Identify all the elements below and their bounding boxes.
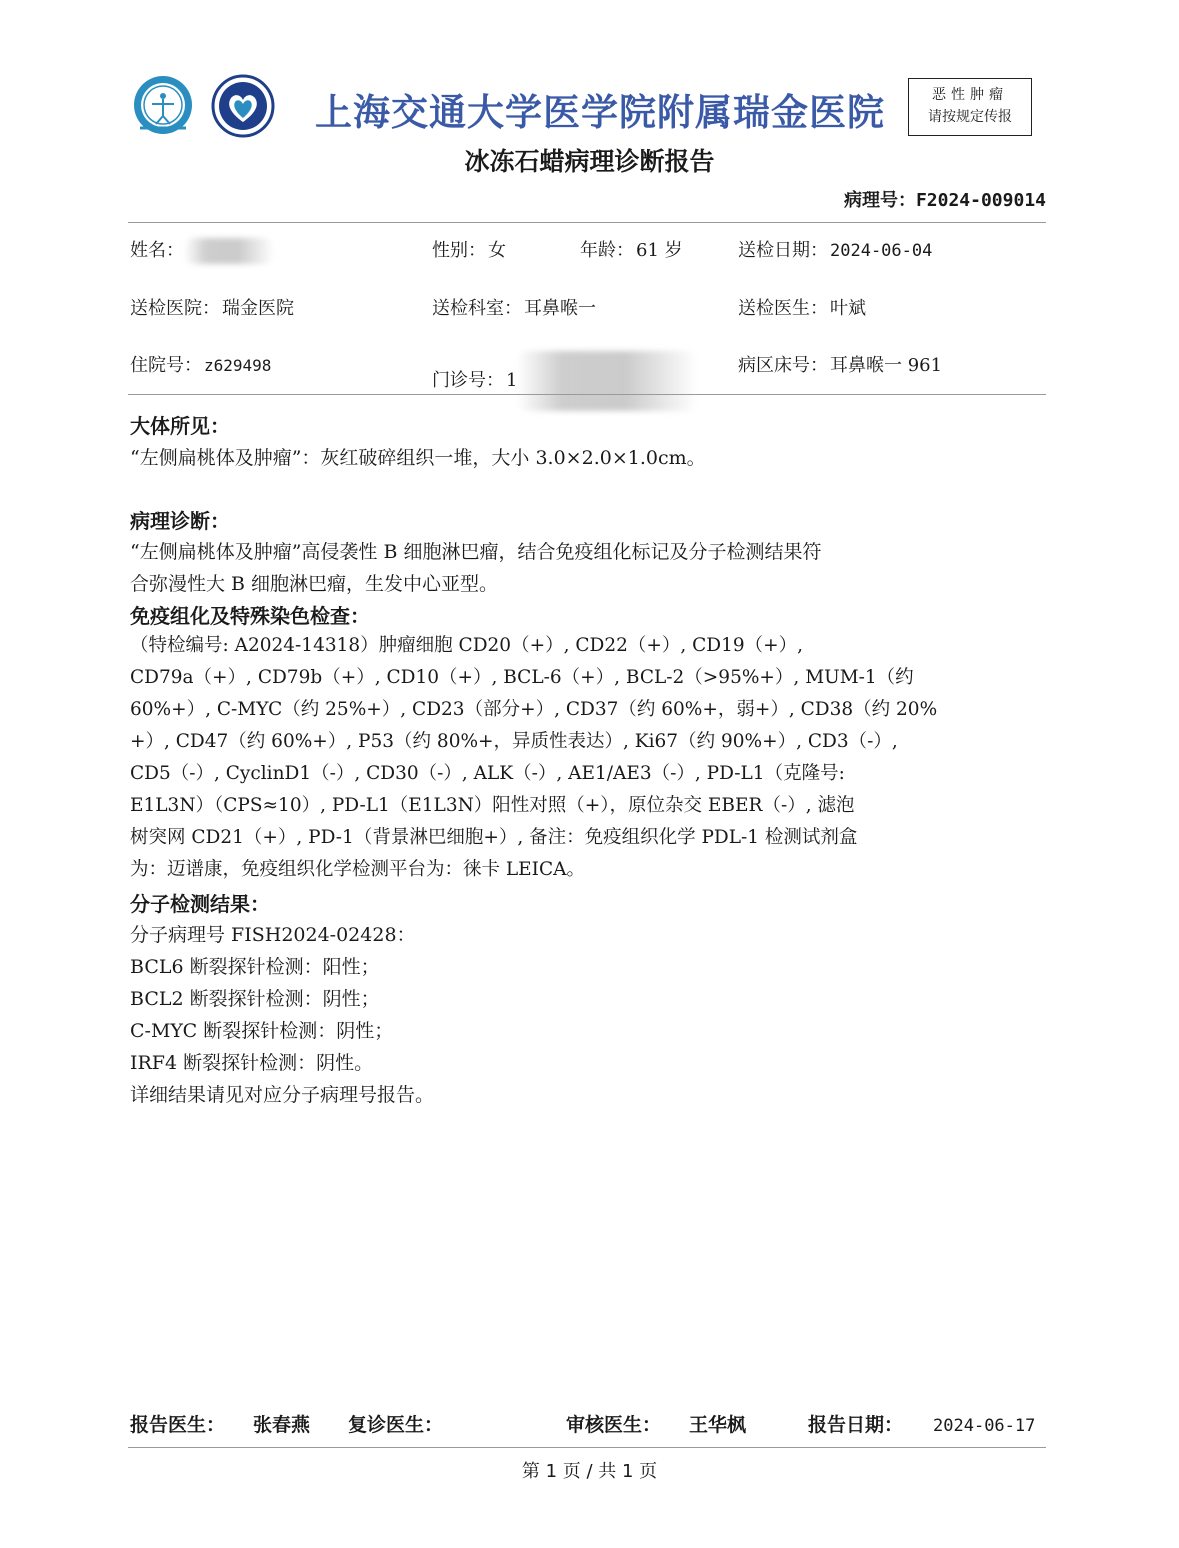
molecular-line: BCL2 断裂探针检测：阴性； bbox=[130, 988, 380, 1010]
patient-name bbox=[130, 236, 274, 264]
patient-age bbox=[580, 236, 683, 262]
report-doctor bbox=[130, 1410, 310, 1437]
gender-label: 性别： bbox=[432, 240, 486, 261]
age-value: 61 岁 bbox=[636, 240, 683, 261]
molecular-text bbox=[130, 919, 1050, 1111]
submit-date bbox=[738, 236, 932, 262]
molecular-line: BCL6 断裂探针检测：阳性； bbox=[130, 956, 380, 978]
report-doctor-value: 张春燕 bbox=[253, 1414, 311, 1436]
ihc-line: （特检编号: A2024-14318）肿瘤细胞 CD20（+）, CD22（+）, CD19（+）, bbox=[130, 635, 804, 656]
molecular-line: C-MYC 断裂探针检测：阴性； bbox=[130, 1020, 394, 1042]
divider-info bbox=[128, 394, 1046, 395]
ihc-line: 为：迈谱康，免疫组织化学检测平台为：徕卡 LEICA。 bbox=[130, 859, 585, 880]
bed-value: 耳鼻喉一 961 bbox=[830, 355, 943, 376]
ihc-line: CD79a（+）, CD79b（+）, CD10（+）, BCL-6（+）, BCL-2（>95%+）, MUM-1（约 bbox=[130, 667, 914, 688]
bed-label: 病区床号： bbox=[738, 355, 828, 376]
submit-dept bbox=[432, 294, 596, 320]
hospital-logo-left bbox=[132, 72, 194, 138]
molecular-line: 详细结果请见对应分子病理号报告。 bbox=[130, 1084, 435, 1106]
report-title: 冰冻石蜡病理诊断报告 bbox=[464, 147, 715, 176]
submit-doctor bbox=[738, 294, 866, 320]
report-doctor-label: 报告医生： bbox=[130, 1414, 226, 1436]
outpatient-number bbox=[432, 351, 697, 411]
audit-doctor bbox=[566, 1410, 746, 1437]
pathology-number bbox=[844, 186, 1046, 212]
patient-gender bbox=[432, 236, 506, 262]
report-date bbox=[808, 1410, 1035, 1437]
diagnosis-line: “左侧扁桃体及肿瘤”高侵袭性 B 细胞淋巴瘤，结合免疫组化标记及分子检测结果符 bbox=[130, 541, 822, 563]
submit-hospital bbox=[130, 294, 294, 320]
name-label: 姓名： bbox=[130, 240, 184, 261]
molecular-line: 分子病理号 FISH2024-02428： bbox=[130, 924, 416, 946]
divider-footer bbox=[128, 1447, 1046, 1448]
inpatient-value: z629498 bbox=[204, 356, 272, 375]
date-value: 2024-06-04 bbox=[830, 241, 933, 261]
divider-top bbox=[128, 222, 1046, 223]
doctor-value: 叶斌 bbox=[830, 298, 866, 319]
inpatient-number bbox=[130, 351, 271, 377]
report-date-label: 报告日期： bbox=[808, 1414, 904, 1436]
diagnosis-text bbox=[130, 536, 1050, 600]
ihc-line: 60%+）, C-MYC（约 25%+）, CD23（部分+）, CD37（约 60%+，弱+）, CD38（约 20% bbox=[130, 699, 938, 720]
pathology-number-label: 病理号： bbox=[843, 190, 916, 211]
pathology-number-value: F2024-009014 bbox=[915, 190, 1046, 211]
ward-bed bbox=[738, 351, 942, 377]
stamp-line-1: 恶性肿瘤 bbox=[932, 87, 1008, 103]
hospital-logo-right bbox=[211, 74, 275, 138]
redacted-outpatient bbox=[517, 351, 697, 411]
diagnosis-heading: 病理诊断： bbox=[130, 509, 230, 533]
hospital-name: 上海交通大学医学院附属瑞金医院 bbox=[315, 91, 885, 134]
inpatient-label: 住院号： bbox=[130, 355, 202, 376]
review-doctor-label: 复诊医生： bbox=[348, 1414, 444, 1436]
hospital-value: 瑞金医院 bbox=[222, 298, 294, 319]
diagnosis-line: 合弥漫性大 B 细胞淋巴瘤，生发中心亚型。 bbox=[130, 573, 499, 595]
gross-line: “左侧扁桃体及肿瘤”：灰红破碎组织一堆，大小 3.0×2.0×1.0cm。 bbox=[130, 447, 706, 469]
gross-heading: 大体所见： bbox=[130, 414, 230, 438]
outpatient-value: 1 bbox=[506, 370, 518, 391]
stamp-line-2: 请按规定传报 bbox=[928, 109, 1012, 125]
ihc-heading: 免疫组化及特殊染色检查： bbox=[130, 604, 370, 628]
dept-label: 送检科室： bbox=[432, 298, 522, 319]
molecular-line: IRF4 断裂探针检测：阴性。 bbox=[130, 1052, 374, 1074]
ihc-line: CD5（-）, CyclinD1（-）, CD30（-）, ALK（-）, AE1/AE3（-）, PD-L1（克隆号: bbox=[130, 763, 845, 784]
ihc-line: 树突网 CD21（+）, PD-1（背景淋巴细胞+）, 备注：免疫组织化学 PDL-1 检测试剂盒 bbox=[130, 827, 858, 848]
audit-doctor-label: 审核医生： bbox=[566, 1414, 662, 1436]
ihc-line: +）, CD47（约 60%+）, P53（约 80%+，异质性表达）, Ki67（约 90%+）, CD3（-）, bbox=[130, 731, 898, 752]
ihc-line: E1L3N）（CPS≈10）, PD-L1（E1L3N）阳性对照（+），原位杂交 EBER（-）, 滤泡 bbox=[130, 795, 855, 816]
page-indicator: 第 1 页 / 共 1 页 bbox=[521, 1461, 658, 1482]
audit-doctor-value: 王华枫 bbox=[689, 1414, 747, 1436]
redacted-name bbox=[184, 238, 274, 264]
gender-value: 女 bbox=[488, 240, 506, 261]
date-label: 送检日期： bbox=[738, 240, 828, 261]
ihc-text bbox=[130, 630, 1050, 886]
dept-value: 耳鼻喉一 bbox=[524, 298, 596, 319]
hospital-label: 送检医院： bbox=[130, 298, 220, 319]
gross-text bbox=[130, 442, 1050, 474]
report-date-value: 2024-06-17 bbox=[933, 1416, 1036, 1436]
doctor-label: 送检医生： bbox=[738, 298, 828, 319]
malignant-tumor-stamp bbox=[908, 78, 1032, 136]
review-doctor bbox=[348, 1410, 443, 1437]
molecular-heading: 分子检测结果： bbox=[130, 892, 270, 916]
age-label: 年龄： bbox=[580, 240, 634, 261]
outpatient-label: 门诊号： bbox=[432, 370, 504, 391]
